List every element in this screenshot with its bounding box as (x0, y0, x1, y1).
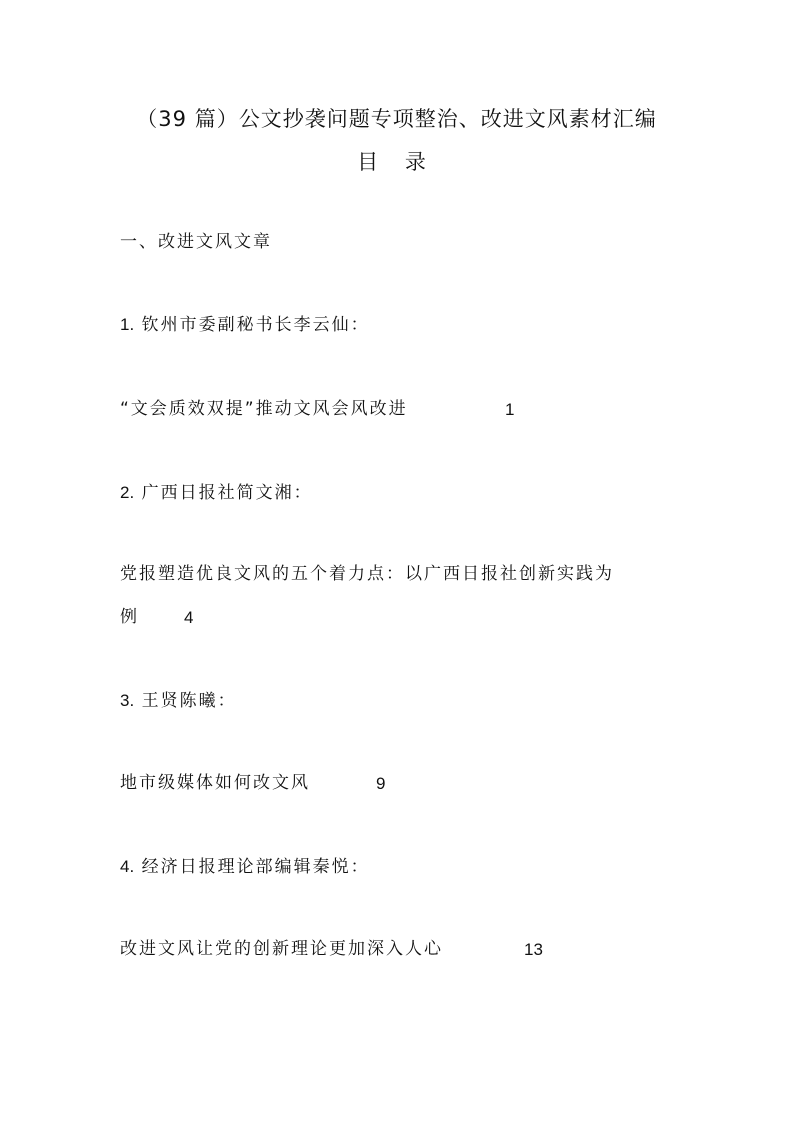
document-title: （39 篇）公文抄袭问题专项整治、改进文风素材汇编 (136, 107, 657, 131)
toc-entry-article[interactable] (120, 563, 614, 585)
entry-article-title: 党报塑造优良文风的五个着力点：以广西日报社创新实践为 (120, 564, 614, 584)
toc-entry-article[interactable] (120, 772, 310, 794)
entry-article-title: 地市级媒体如何改文风 (120, 773, 310, 793)
entry-article-title: “文会质效双提”推动文风会风改进 (120, 399, 408, 419)
entry-page-number: 1 (505, 400, 515, 419)
entry-number: 3. (120, 691, 135, 710)
entry-page-number: 4 (184, 608, 194, 627)
toc-entry-author (120, 856, 370, 878)
toc-entry-article[interactable] (120, 938, 443, 960)
entry-page-number: 9 (376, 774, 386, 793)
toc-entry-author (120, 482, 313, 504)
entry-article-title-cont: 例 (120, 607, 139, 627)
entry-article-title: 改进文风让党的创新理论更加深入人心 (120, 939, 443, 959)
entry-author: 王贤陈曦： (141, 691, 237, 711)
entry-author: 钦州市委副秘书长李云仙： (141, 315, 370, 335)
entry-page-number: 13 (524, 940, 543, 959)
toc-entry-author (120, 690, 237, 712)
entry-number: 1. (120, 315, 135, 334)
toc-entry-article-continued (120, 606, 139, 628)
toc-entry-author (120, 314, 370, 336)
entry-number: 2. (120, 483, 135, 502)
toc-heading: 目 录 (357, 150, 436, 174)
entry-author: 广西日报社简文湘： (141, 483, 313, 503)
toc-entry-article[interactable] (120, 398, 408, 420)
section-heading: 一、改进文风文章 (120, 232, 272, 252)
entry-number: 4. (120, 857, 135, 876)
entry-author: 经济日报理论部编辑秦悦： (141, 857, 370, 877)
